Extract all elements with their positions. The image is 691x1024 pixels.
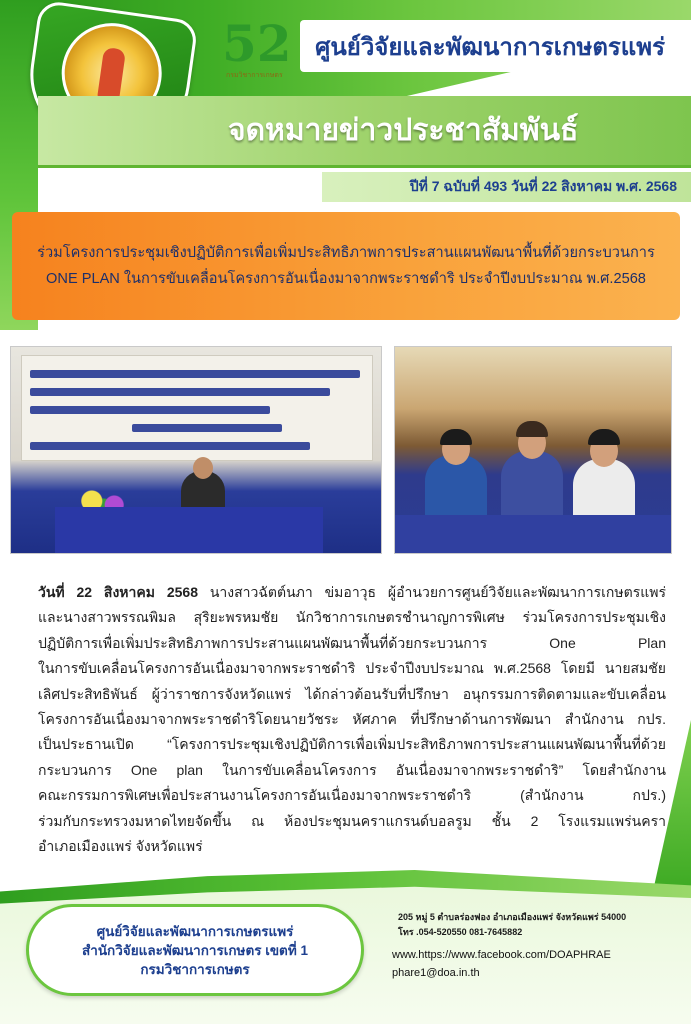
photo-participants xyxy=(394,346,672,554)
meeting-banner xyxy=(21,355,373,461)
issue-info-bar xyxy=(322,172,691,202)
footer-online xyxy=(392,946,682,982)
anniversary-caption: กรมวิชาการเกษตร xyxy=(226,71,283,79)
banner-text-line xyxy=(30,370,360,378)
body-line-text: นางสาวฉัตต์นภา ข่มอาวุธ ผู้อำนวยการศูนย์วิจัยและพัฒนาการเกษตรแพร่ xyxy=(198,584,666,600)
body-line xyxy=(38,580,666,605)
footer-phone: โทร .054-520550 081-7645882 xyxy=(398,927,523,937)
head-table xyxy=(55,507,323,554)
article-date: วันที่ 22 สิงหาคม 2568 xyxy=(38,584,198,600)
anniversary-number: 52 xyxy=(222,14,292,73)
body-line: เป็นประธานเปิด “โครงการประชุมเชิงปฏิบัติการเพื่อเพิ่มประสิทธิภาพการประสานแผนพัฒนาพื้นที่ด้วย xyxy=(38,736,666,753)
body-line: และนางสาวพรรณพิมล สุริยะพรหมชัย นักวิชาการเกษตรชำนาญการพิเศษ ร่วมโครงการประชุมเชิง xyxy=(38,609,666,626)
newsletter-title: จดหมายข่าวประชาสัมพันธ์ xyxy=(228,114,579,147)
banner-text-line xyxy=(30,406,270,414)
speaker-head xyxy=(193,457,213,479)
body-line: อำเภอเมืองแพร่ จังหวัดแพร่ xyxy=(38,838,203,855)
body-line: คณะกรรมการพิเศษเพื่อประสานงานโครงการอันเนื่องมาจากพระราชดำริ (สำนักงาน กปร.) xyxy=(38,787,666,804)
center-name: ศูนย์วิจัยและพัฒนาการเกษตรแพร่ xyxy=(315,33,665,61)
footer-organization-box xyxy=(26,904,364,996)
participant-hair xyxy=(516,421,548,437)
body-line: โครงการอันเนื่องมาจากพระราชดำริโดยนายวัชระ หัศภาค ที่ปรึกษาด้านการพัฒนา สำนักงาน กปร. xyxy=(38,711,666,728)
banner-text-line xyxy=(132,424,282,432)
headline-box xyxy=(12,212,680,320)
footer-org-line-1: ศูนย์วิจัยและพัฒนาการเกษตรแพร่ xyxy=(96,923,294,939)
banner-text-line xyxy=(30,388,330,396)
headline-line-1: ร่วมโครงการประชุมเชิงปฏิบัติการเพื่อเพิ่มประสิทธิภาพการประสานแผนพัฒนาพื้นที่ด้วยกระบวนการ xyxy=(37,245,655,261)
center-name-bar xyxy=(300,20,691,72)
headline-line-2: ONE PLAN ในการขับเคลื่อนโครงการอันเนื่องมาจากพระราชดำริ ประจำปีงบประมาณ พ.ศ.2568 xyxy=(46,271,646,287)
photo-opening-ceremony xyxy=(10,346,382,554)
footer-contact xyxy=(398,910,678,940)
article-body xyxy=(38,580,666,859)
footer-address-line: 205 หมู่ 5 ตำบลร่องฟอง อำเภอเมืองแพร่ จังหวัดแพร่ 54000 xyxy=(398,912,627,922)
newsletter-title-bar xyxy=(38,96,691,168)
body-line: ปฏิบัติการเพื่อเพิ่มประสิทธิภาพการประสานแผนพัฒนาพื้นที่ด้วยกระบวนการ One Plan xyxy=(38,634,666,651)
footer-org-line-3: กรมวิชาการเกษตร xyxy=(140,961,250,977)
banner-text-line xyxy=(30,442,310,450)
participant-hair xyxy=(588,429,620,445)
footer-email-link[interactable]: phare1@doa.in.th xyxy=(392,967,480,979)
footer-facebook-link[interactable]: www.https://www.facebook.com/DOAPHRAE xyxy=(392,949,611,961)
participant-table xyxy=(395,515,672,554)
body-line: เลิศประสิทธิพันธ์ ผู้ว่าราชการจังหวัดแพร่ ได้กล่าวต้อนรับที่ปรึกษา อนุกรรมการติดตามและขับเคลื่อน xyxy=(38,685,666,702)
participant-hair xyxy=(440,429,472,445)
body-line: ในการขับเคลื่อนโครงการอันเนื่องมาจากพระราชดำริ ประจำปีงบประมาณ พ.ศ.2568 โดยมี นายสมชัย xyxy=(38,660,666,677)
body-line: ร่วมกับกระทรวงมหาดไทยจัดขึ้น ณ ห้องประชุมนคราแกรนด์บอลรูม ชั้น 2 โรงแรมแพร่นครา xyxy=(38,812,666,829)
anniversary-logo xyxy=(222,16,296,80)
seal-center-figure xyxy=(97,47,126,102)
footer-org-line-2: สำนักวิจัยและพัฒนาการเกษตร เขตที่ 1 xyxy=(82,942,308,958)
body-line: กระบวนการ One plan ในการขับเคลื่อนโครงการ อันเนื่องมาจากพระราชดำริ” โดยสำนักงาน xyxy=(38,761,666,778)
issue-line: ปีที่ 7 ฉบับที่ 493 วันที่ 22 สิงหาคม พ.ศ. 2568 xyxy=(409,178,677,194)
